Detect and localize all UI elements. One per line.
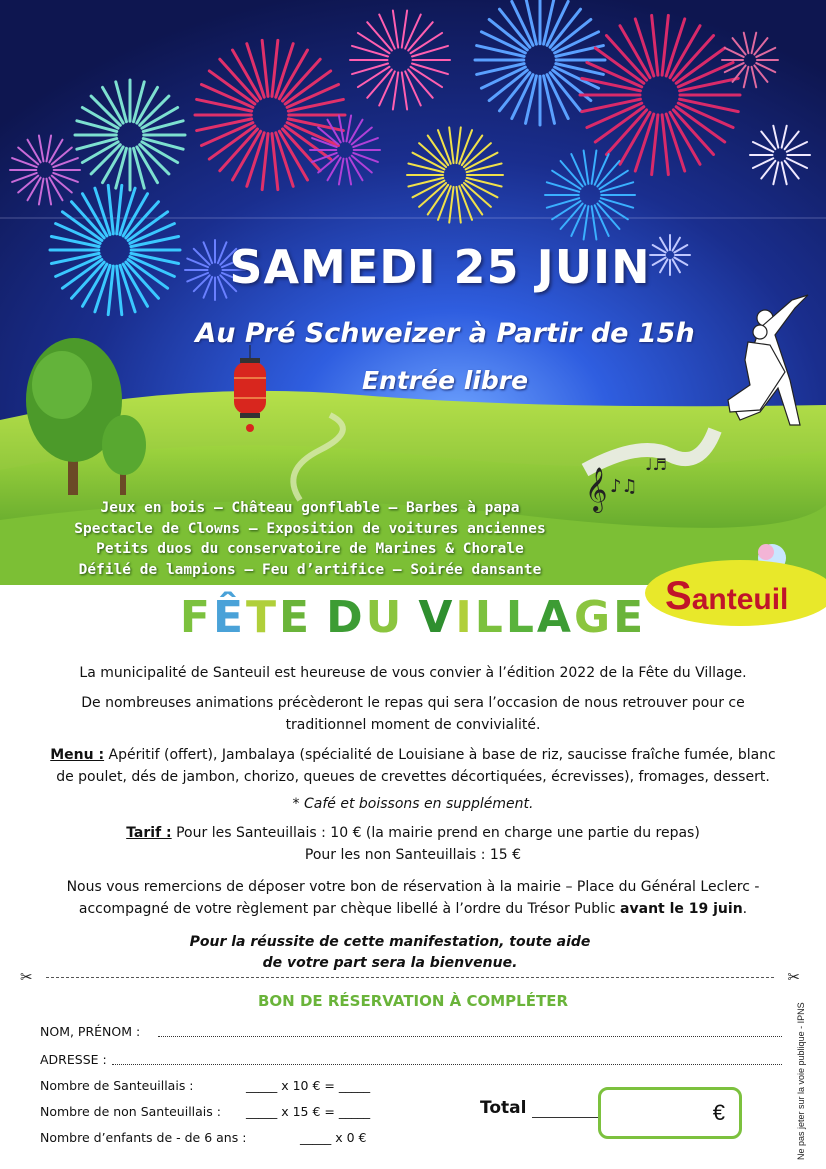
logo-text: Santeuil <box>665 574 789 618</box>
main-title <box>0 592 826 643</box>
non-santeuillais-calc[interactable]: _____ x 15 € = _____ <box>246 1104 371 1119</box>
title-letter: L <box>505 592 537 643</box>
title-letter: E <box>613 592 647 643</box>
animations-text: De nombreuses animations précèderont le repas qui sera l’occasion de nous retrouver pour ce traditionnel moment de convivialité. <box>81 695 745 733</box>
activity-line: Spectacle de Clowns – Exposition de voitures anciennes <box>74 520 546 537</box>
title-letter: A <box>536 592 574 643</box>
form-title: BON DE RÉSERVATION À COMPLÉTER <box>258 992 568 1010</box>
scissors-icon: ✂ <box>20 969 33 986</box>
name-field[interactable] <box>158 1036 782 1037</box>
title-letter: G <box>573 592 614 643</box>
tarif-line-2: Pour les non Santeuillais : 15 € <box>304 847 522 863</box>
total-box[interactable] <box>598 1087 742 1139</box>
title-letter: I <box>455 592 475 643</box>
santeuillais-calc[interactable]: _____ x 10 € = _____ <box>246 1078 371 1093</box>
svg-text:♪♫: ♪♫ <box>610 476 638 497</box>
menu-paragraph <box>40 744 786 788</box>
title-letter: V <box>418 592 456 643</box>
children-calc[interactable]: _____ x 0 € <box>300 1130 367 1145</box>
children-label: Nombre d’enfants de - de 6 ans : <box>40 1130 247 1145</box>
svg-text:♩♬: ♩♬ <box>645 455 667 474</box>
svg-text:𝄞: 𝄞 <box>585 467 608 511</box>
title-letter: F <box>179 592 213 643</box>
menu-text: Apéritif (offert), Jambalaya (spécialité de Louisiane à base de riz, saucisse fraîche fumée, blanc de poulet, dés de jambon, chorizo, queues de crevettes décortiquées, écrevisses), fromages, dessert. <box>56 747 776 785</box>
euro-symbol: € <box>712 1100 725 1125</box>
reservation-text: Nous vous remercions de déposer votre bon de réservation à la mairie – Place du Général Leclerc - accompagné de votre règlement par chèque libellé à l’ordre du Trésor Public avant le 19 juin. <box>66 879 760 917</box>
tarif-line-1 <box>40 822 786 844</box>
title-letter: U <box>365 592 405 643</box>
event-entry: Entrée libre <box>361 366 529 395</box>
total-label: Total <box>480 1098 527 1118</box>
menu-note: * Café et boissons en supplément. <box>292 796 534 812</box>
total-underline <box>532 1117 598 1118</box>
reservation-deadline: avant le 19 juin <box>620 901 743 917</box>
side-note: Ne pas jeter sur la voie publique - IPNS <box>796 1002 806 1160</box>
intro-text: La municipalité de Santeuil est heureuse de vous convier à l’édition 2022 de la Fête du Village. <box>79 665 747 681</box>
santeuillais-label: Nombre de Santeuillais : <box>40 1078 194 1093</box>
activities-list <box>0 498 620 580</box>
tarif-text: Pour les Santeuillais : 10 € (la mairie prend en charge une partie du repas) <box>176 825 700 841</box>
name-label: NOM, PRÉNOM : <box>40 1024 141 1039</box>
activity-line: Défilé de lampions – Feu d’artifice – Soirée dansante <box>78 561 542 578</box>
scissors-icon: ✂ <box>787 969 800 986</box>
event-date: SAMEDI 25 JUIN <box>229 240 651 294</box>
menu-label: Menu : <box>50 747 105 763</box>
help-message: Pour la réussite de cette manifestation, toute aide de votre part sera la bienvenue. <box>189 934 591 971</box>
activity-line: Jeux en bois – Château gonflable – Barbes à papa <box>100 500 520 516</box>
title-letter: L <box>474 592 506 643</box>
address-label: ADRESSE : <box>40 1052 107 1067</box>
tarif-label: Tarif : <box>126 825 172 841</box>
non-santeuillais-label: Nombre de non Santeuillais : <box>40 1104 221 1119</box>
title-letter: E <box>279 592 313 643</box>
title-letter: D <box>326 592 366 643</box>
event-place: Au Pré Schweizer à Partir de 15h <box>195 318 695 349</box>
address-field[interactable] <box>112 1064 782 1065</box>
activity-line: Petits duos du conservatoire de Marines & Chorale <box>96 541 524 557</box>
title-letter: Ê <box>212 592 246 643</box>
cut-line <box>20 968 800 986</box>
title-letter: T <box>246 592 280 643</box>
